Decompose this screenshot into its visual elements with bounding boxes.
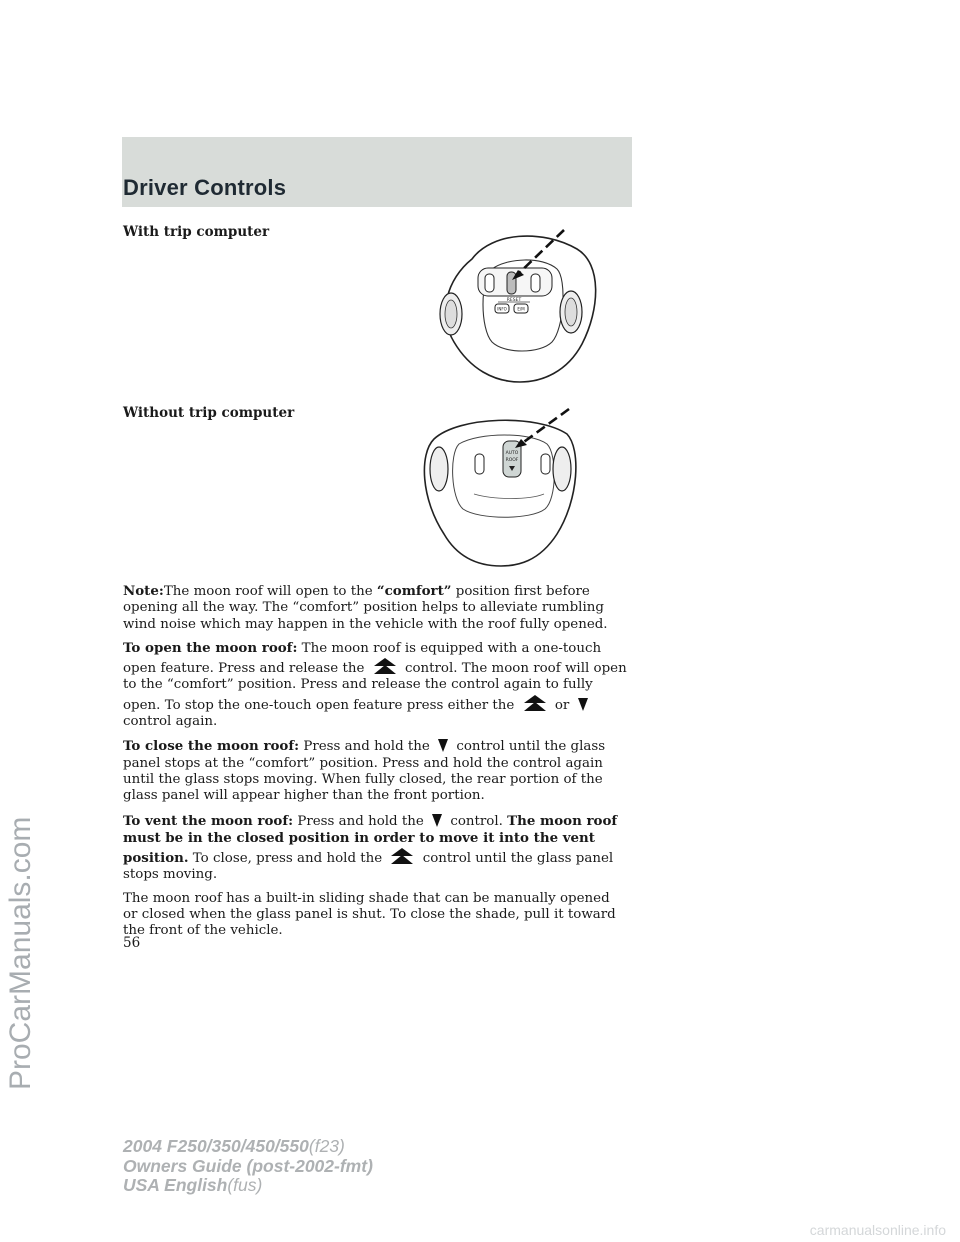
- down-arrow-icon: [431, 812, 443, 828]
- double-up-arrow-icon: [372, 657, 398, 675]
- note-paragraph: Note:The moon roof will open to the “comfort” position first before opening all the way. The “comfort” position helps to alleviate rumbling wind noise which may happen in the vehicle with the roof fully opened.: [123, 583, 608, 632]
- shade-paragraph: The moon roof has a built-in sliding shade that can be manually opened or closed when the glass panel is shut. To close the shade, pull it toward the front of the vehicle.: [123, 890, 616, 939]
- page-number: 56: [123, 935, 141, 951]
- double-up-arrow-icon: [389, 847, 415, 865]
- roof-label: ROOF: [505, 458, 519, 463]
- footer: [123, 1137, 373, 1196]
- figure-label-with-trip: With trip computer: [123, 224, 270, 240]
- console-without-trip-figure: [419, 404, 581, 568]
- bottom-watermark: carmanualsonline.info: [809, 1222, 946, 1238]
- side-watermark: ProCarManuals.com: [4, 816, 37, 1090]
- auto-label: AUTO: [505, 451, 519, 456]
- reset-button-label: RESET: [506, 298, 522, 303]
- em-button-label: E/M: [517, 306, 525, 312]
- footer-lang-line: USA English(fus): [123, 1175, 263, 1195]
- open-paragraph: To open the moon roof: The moon roof is equipped with a one-touch open feature. Press and release the control. The moon roof will open to the “comfort” position. Press and release the control again to fully open. To stop the one-touch open feature press either the or control again.: [123, 639, 627, 730]
- footer-model-line: 2004 F250/350/450/550(f23): [123, 1136, 345, 1156]
- down-arrow-icon: [577, 696, 589, 712]
- section-title: Driver Controls: [123, 175, 287, 200]
- figure-label-without-trip: Without trip computer: [123, 405, 295, 421]
- console-with-trip-figure: [432, 224, 608, 384]
- down-arrow-icon: [437, 737, 449, 753]
- footer-guide-line: Owners Guide (post-2002-fmt): [123, 1155, 373, 1176]
- double-up-arrow-icon: [522, 694, 548, 712]
- body-text: [123, 583, 628, 947]
- vent-paragraph: To vent the moon roof: Press and hold the control. The moon roof must be in the closed position in order to move it into the vent position. To close, press and hold the control until the glass panel stops moving.: [123, 812, 618, 883]
- info-button-label: INFO: [497, 306, 507, 312]
- close-paragraph: To close the moon roof: Press and hold the control until the glass panel stops at the “comfort” position. Press and hold the control again until the glass stops moving. When fully closed, the rear portion of the glass panel will appear higher than the front portion.: [123, 738, 606, 804]
